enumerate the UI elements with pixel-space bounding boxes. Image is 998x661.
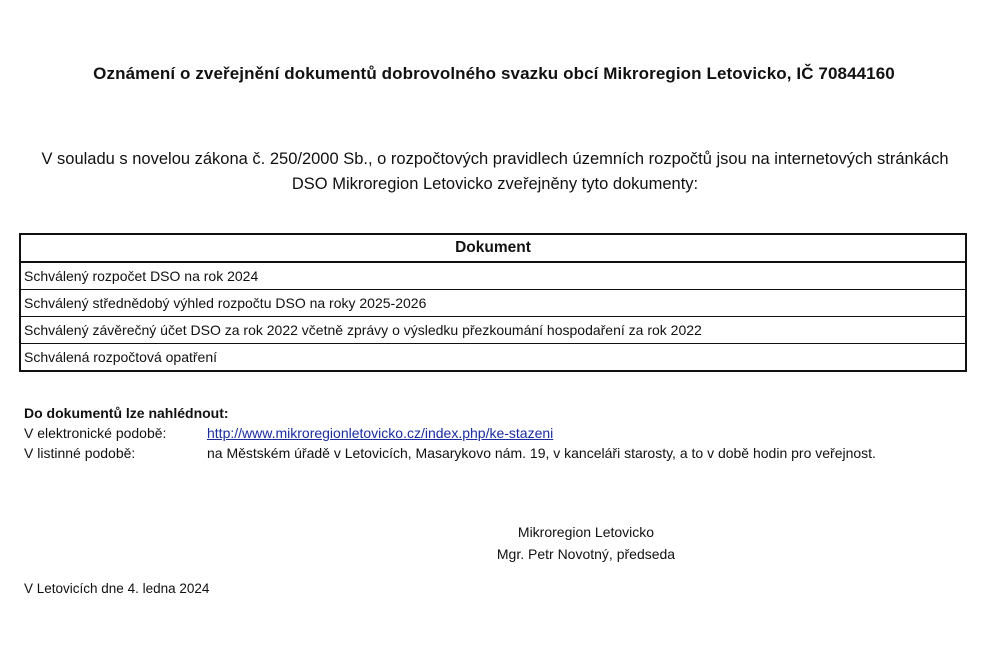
documents-table [19,233,967,372]
document-date: V Letovicích dne 4. ledna 2024 [24,581,210,596]
table-row [20,344,966,372]
access-heading: Do dokumentů lze nahlédnout: [24,405,229,421]
intro-paragraph [0,147,990,197]
table-row [20,317,966,344]
signature-block [466,521,706,565]
table-row [20,262,966,290]
table-row [20,290,966,317]
table-cell-medium-term-outlook: Schválený střednědobý výhled rozpočtu DSO na roky 2025-2026 [20,290,966,317]
access-electronic-label: V elektronické podobě: [24,425,167,441]
intro-line-2: DSO Mikroregion Letovicko zveřejněny tyto dokumenty: [291,175,699,193]
access-paper-label: V listinné podobě: [24,445,136,461]
table-cell-final-account: Schválený závěrečný účet DSO za rok 2022 včetně zprávy o výsledku přezkoumání hospodaření za rok 2022 [20,317,966,344]
download-link[interactable]: http://www.mikroregionletovicko.cz/index.php/ke-stazeni [207,425,554,441]
intro-line-1: V souladu s novelou zákona č. 250/2000 Sb., o rozpočtových pravidlech územních rozpočtů jsou na internetových stránkách [41,150,949,168]
table-header-row [20,234,966,262]
table-header-document: Dokument [20,234,966,262]
signature-person: Mgr. Petr Novotný, předseda [496,546,676,562]
access-info [24,403,876,463]
document-title: Oznámení o zveřejnění dokumentů dobrovolného svazku obcí Mikroregion Letovicko, IČ 70844160 [93,64,895,83]
table-cell-budget-measures: Schválená rozpočtová opatření [24,349,218,365]
access-electronic-row [24,423,554,443]
table-cell-budget-2024: Schválený rozpočet DSO na rok 2024 [20,262,966,290]
access-paper-row [24,443,876,463]
signature-organization: Mikroregion Letovicko [517,524,655,540]
access-paper-value: na Městském úřadě v Letovicích, Masarykovo nám. 19, v kanceláři starosty, a to v době hodin pro veřejnost. [207,445,876,461]
